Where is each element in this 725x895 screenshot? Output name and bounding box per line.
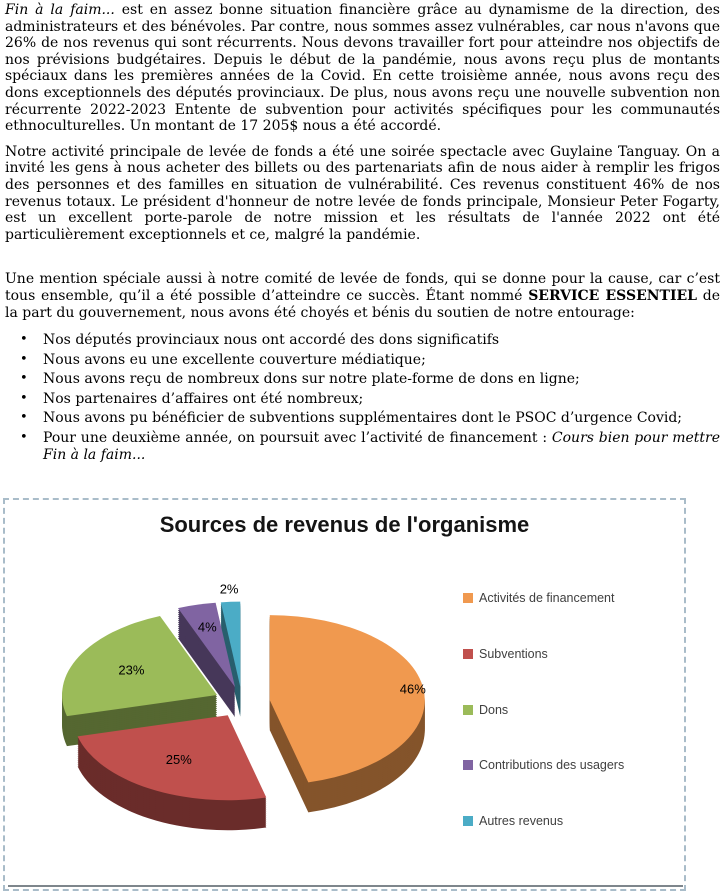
legend-swatch [463, 760, 473, 770]
legend-swatch [463, 705, 473, 715]
chart-title: Sources de revenus de l'organisme [159, 512, 530, 537]
text-run: SERVICE ESSENTIEL [528, 287, 698, 304]
legend-item [463, 591, 615, 605]
list-item [43, 391, 720, 408]
legend-label: Activités de financement [479, 591, 615, 605]
text-run: Notre activité principale de levée de fonds a été une soirée spectacle avec Guylaine Tanguay. On a invité les gens à nous acheter des billets ou des partenariats afin de nous aider à remplir les frigos des personnes et des familles en situation de vulnérabilité. Ces revenus constituent 46% de nos revenus totaux. Le président d'honneur de notre levée de fonds principale, Monsieur Peter Fogarty, est un excellent porte-parole de notre mission et les résultats de l'année 2022 ont été particulièrement exceptionnels et ce, malgré la pandémie. [5, 143, 720, 243]
legend-swatch [463, 593, 473, 603]
text-run: Pour une deuxième année, on poursuit avec l’activité de financement : [43, 430, 552, 447]
highlights-list [5, 332, 720, 463]
legend-label: Subventions [479, 646, 548, 661]
legend-item [463, 647, 548, 661]
text-run: est en assez bonne situation financière grâce au dynamisme de la direction, des administrateurs et des bénévoles. Par contre, nous sommes assez vulnérables, car nous n'avons que 26% de nos revenus qui sont récurrents. Nous devons travailler fort pour atteindre nos objectifs de nos prévisions budgétaires. Depuis le début de la pandémie, nous avons reçu plus de montants spéciaux dans les premières années de la Covid. En cette troisième année, nous avons reçu des dons exceptionnels des députés provinciaux. De plus, nous avons reçu une nouvelle subvention non récurrente 2022-2023 Entente de subvention pour activités spécifiques pour les communautés ethnoculturelles. Un montant de 17 205$ nous a été accordé. [5, 2, 720, 135]
chart-bottom-border [8, 885, 683, 887]
text-run: Nous avons reçu de nombreux dons sur notre plate-forme de dons en ligne; [43, 371, 580, 388]
pie-3d [12, 577, 472, 895]
paragraph-special-mention [5, 271, 720, 321]
paragraph-financial-situation [5, 2, 720, 135]
legend-swatch [463, 649, 473, 659]
legend-item [463, 758, 624, 772]
chart-legend [463, 500, 685, 889]
list-item [43, 371, 720, 388]
pie-label: 25% [165, 752, 192, 768]
text-run: Nous avons pu bénéficier de subventions supplémentaires dont le PSOC d’urgence Covid; [43, 410, 683, 427]
list-item [43, 332, 720, 349]
pie-label: 2% [219, 581, 239, 597]
legend-item [463, 703, 508, 717]
chart-frame[interactable] [3, 498, 686, 891]
list-item [43, 410, 720, 427]
legend-swatch [463, 816, 473, 826]
paragraph-fundraising-activity [5, 144, 720, 244]
text-run: de la part du gouvernement, nous avons été choyés et bénis du soutien de notre entourage: [5, 287, 721, 321]
list-item [43, 430, 720, 463]
legend-item [463, 814, 563, 828]
text-run: Une mention spéciale aussi à notre comité de levée de fonds, qui se donne pour la cause, car c’est tous ensemble, qu’il a été possible d’atteindre ce succès. Étant nommé [5, 271, 720, 304]
legend-label: Dons [479, 702, 509, 717]
pie-label: 4% [197, 619, 217, 635]
text-run: Nos députés provinciaux nous ont accordé des dons significatifs [43, 332, 500, 349]
legend-label: Contributions des usagers [479, 758, 625, 773]
text-run: Cours bien pour mettre Fin à la faim... [43, 430, 721, 463]
text-run: Fin à la faim... [5, 2, 115, 18]
text-run: Nous avons eu une excellente couverture médiatique; [43, 351, 426, 368]
text-run: Nos partenaires d’affaires ont été nombreux; [43, 390, 364, 407]
legend-label: Autres revenus [479, 814, 564, 828]
pie-label: 46% [399, 681, 426, 697]
list-item [43, 352, 720, 369]
pie-label: 23% [118, 662, 145, 678]
